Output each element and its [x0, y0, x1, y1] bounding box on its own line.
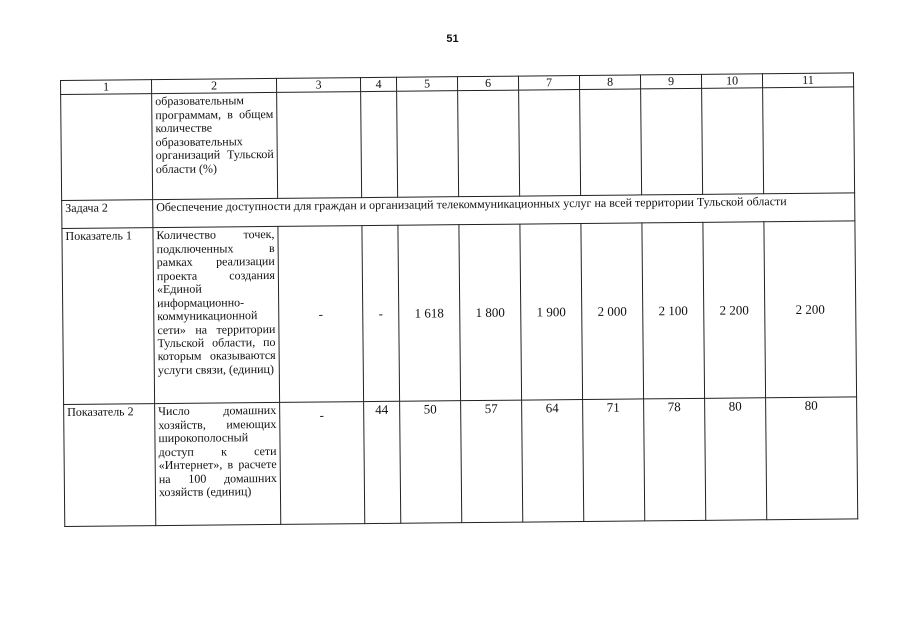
value-cell: -	[362, 226, 400, 402]
table-cell	[580, 89, 642, 196]
value-cell: 64	[522, 400, 584, 523]
column-header: 7	[518, 76, 579, 91]
table-cell	[519, 90, 581, 197]
value-cell: 71	[583, 399, 645, 522]
column-header: 5	[396, 77, 457, 92]
continuation-description: образовательным программам, в общем количестве образовательных организаций Тульской области (%)	[152, 93, 278, 200]
table-row	[62, 221, 857, 405]
column-header: 6	[457, 76, 518, 91]
value-cell: 1 900	[520, 224, 583, 401]
value-cell: 78	[644, 399, 706, 522]
table-cell	[458, 91, 520, 198]
column-header: 8	[579, 75, 640, 90]
value-cell: -	[280, 402, 365, 525]
column-header: 2	[152, 78, 277, 94]
table-row	[64, 397, 858, 527]
indicator-label: Показатель 1	[62, 228, 155, 405]
column-header: 11	[762, 73, 853, 88]
value-cell: 57	[461, 401, 523, 524]
value-cell: 2 100	[642, 223, 705, 400]
table-cell	[763, 87, 855, 194]
task-description: Обеспечение доступности для граждан и организаций телекоммуникационных услуг на всей территории Тульской области	[153, 193, 855, 228]
continuation-row	[61, 87, 855, 201]
table-cell	[361, 92, 398, 198]
table-cell	[277, 92, 362, 199]
table-cell	[641, 89, 703, 196]
indicator-label: Показатель 2	[64, 404, 156, 527]
column-header: 3	[276, 78, 360, 93]
table-cell	[702, 88, 764, 195]
value-cell: 80	[705, 398, 767, 521]
value-cell: 50	[400, 401, 462, 524]
indicator-description: Число домашних хозяйств, имеющих широкополосный доступ к сети «Интернет», в расчете на 100 домашних хозяйств (единиц)	[155, 403, 281, 526]
indicator-description: Количество точек, подключенных в рамках реализации проекта создания «Единой информационно-коммуникационной сети» на территории Тульской области, по которым оказываются услуги связи, (единиц)	[153, 227, 280, 404]
value-cell: 1 800	[459, 225, 522, 402]
table-cell	[61, 94, 153, 201]
value-cell: 44	[364, 402, 401, 524]
value-cell: 2 000	[581, 223, 644, 400]
value-cell: 2 200	[764, 221, 857, 398]
indicators-table	[60, 72, 858, 527]
table-cell	[397, 91, 459, 198]
value-cell: 2 200	[703, 222, 766, 399]
column-header: 4	[360, 77, 396, 92]
value-cell: 80	[766, 397, 858, 520]
column-header: 1	[61, 80, 152, 95]
value-cell: -	[278, 226, 364, 403]
value-cell: 1 618	[398, 225, 461, 402]
column-header: 10	[701, 74, 762, 89]
task-label: Задача 2	[62, 200, 153, 229]
page-number: 51	[446, 33, 459, 45]
column-header: 9	[640, 74, 701, 89]
